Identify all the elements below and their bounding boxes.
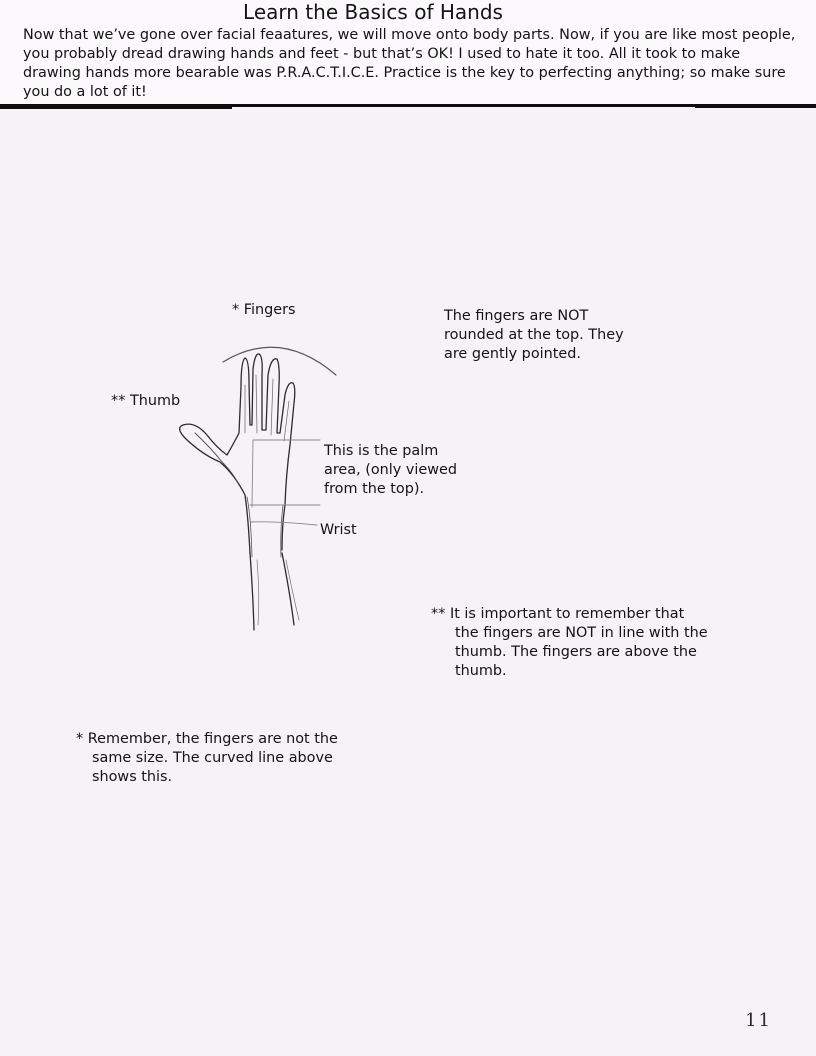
header-rule-left-accent bbox=[0, 106, 232, 109]
page-header bbox=[0, 0, 816, 104]
page-number: 11 bbox=[745, 1010, 772, 1031]
finger-size-note: * Remember, the fingers are not the same size. The curved line above shows this. bbox=[76, 731, 338, 785]
page-title: Learn the Basics of Hands bbox=[243, 0, 503, 24]
wrist-label: Wrist bbox=[320, 522, 357, 538]
thumb-position-note: ** It is important to remember that the fingers are NOT in line with the thumb. The fingers are above the thumb. bbox=[431, 606, 708, 679]
palm-label: This is the palm area, (only viewed from the top). bbox=[324, 443, 457, 497]
thumb-label: ** Thumb bbox=[111, 393, 181, 409]
fingers-pointed-note: The fingers are NOT rounded at the top. They are gently pointed. bbox=[444, 308, 624, 362]
fingers-label: * Fingers bbox=[232, 302, 296, 318]
intro-paragraph: Now that we’ve gone over facial feaatures, we will move onto body parts. Now, if you are like most people, you probably dread drawing hands and feet - but that’s OK! I used to hate it too. All it took to make drawing hands more bearable was P.R.A.C.T.I.C.E. Practice is the key to perfecting anything; so make sure you do a lot of it! bbox=[23, 27, 796, 100]
header-rule-right-accent bbox=[695, 106, 816, 108]
